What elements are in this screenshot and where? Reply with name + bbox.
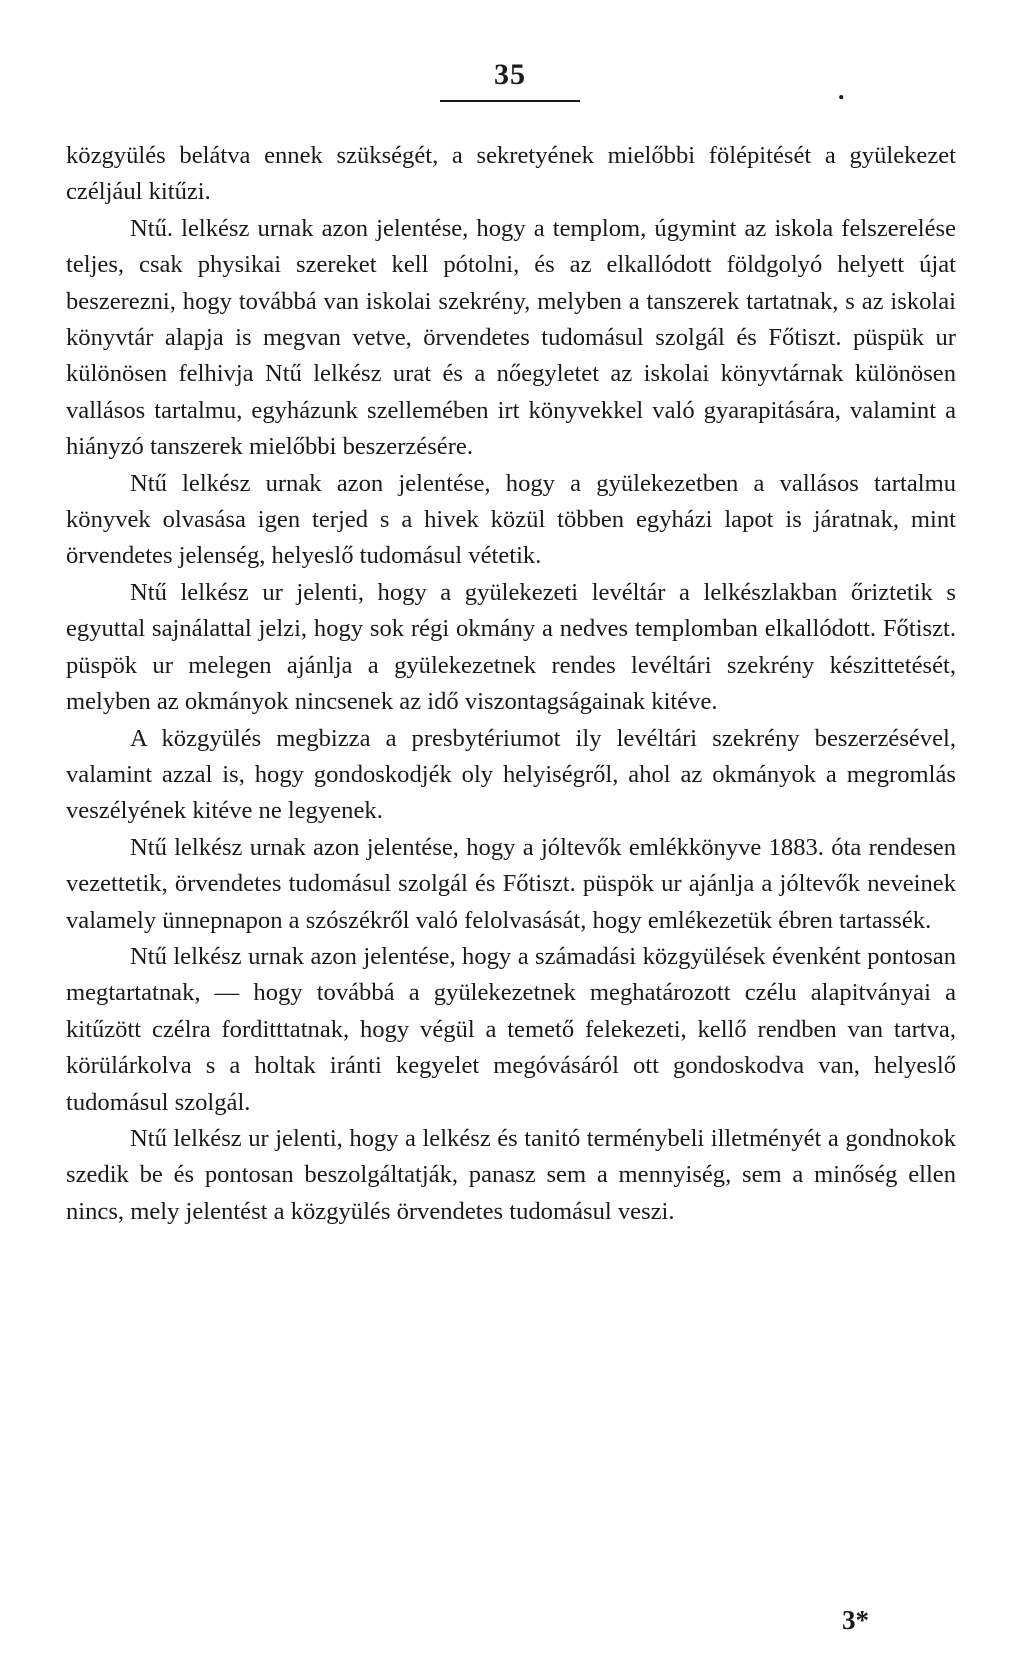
paragraph-archive-cabinet: A közgyülés megbizza a presbytériumot ily levéltári szekrény beszerzésével, valamint azzal is, hogy gondoskodjék oly helyiségről, ahol az okmányok a megromlás veszélyének kitéve ne legyenek. xyxy=(66,724,956,825)
header-rule xyxy=(440,100,580,102)
paragraph-benefactors-book: Ntű lelkész urnak azon jelentése, hogy a jóltevők emlékkönyve 1883. óta rendesen vezettetik, örvendetes tudomásul szolgál és Főtiszt. püspök ur ajánlja a jóltevők neveinek valamely ünnepnapon a szószékről való felolvasását, hogy emlékezetük ébren tartassék. xyxy=(66,833,956,934)
paragraph-continuation: közgyülés belátva ennek szükségét, a sekretyének mielőbbi fölépitését a gyülekezet czéljául kitűzi. xyxy=(66,142,956,206)
paragraph-religious-books: Ntű lelkész urnak azon jelentése, hogy a gyülekezetben a vallásos tartalmu könyvek olvasása igen terjed s a hivek közül többen egyházi lapot is járatnak, mint örvendetes jelenség, helyeslő tudomásul vétetik. xyxy=(66,469,956,570)
paragraph-salary: Ntű lelkész ur jelenti, hogy a lelkész és tanitó terménybeli illetményét a gondnokok szedik be és pontosan beszolgáltatják, panasz sem a mennyiség, sem a minőség ellen nincs, mely jelentést a közgyülés örvendetes tudomásul veszi. xyxy=(66,1124,956,1225)
paragraph-accounting-meetings: Ntű lelkész urnak azon jelentése, hogy a számadási közgyülések évenként pontosan megtartatnak, — hogy továbbá a gyülekezetnek meghatározott czélu alapitványai a kitűzött czélra forditttatnak, hogy végül a temető felekezeti, kellő rendben van tartva, körülárkolva s a holtak iránti kegyelet megóvásáról ott gondoskodva van, helyeslő tudomásul szolgál. xyxy=(66,942,956,1116)
signature-mark: 3* xyxy=(842,1605,869,1635)
paragraph-school-equipment: Ntű. lelkész urnak azon jelentése, hogy a templom, úgymint az iskola felszerelése teljes, csak physikai szereket kell pótolni, és az elkallódott földgolyó helyett újat beszerezni, hogy továbbá van iskolai szekrény, melyben a tanszerek tartatnak, s az iskolai könyvtár alapja is megvan vetve, örvendetes tudomásul szolgál és Főtiszt. püspük ur különösen felhivja Ntű lelkész urat és a nőegyletet az iskolai könyvtárnak különösen vallásos tartalmu, egyházunk szellemében irt könyvekkel való gyarapitására, valamint a hiányzó tanszerek mielőbbi beszerzésére. xyxy=(66,214,956,461)
paragraph-archive: Ntű lelkész ur jelenti, hogy a gyülekezeti levéltár a lelkészlakban őriztetik s egyuttal sajnálattal jelzi, hogy sok régi okmány a nedves templomban elkallódott. Főtiszt. püspök ur melegen ajánlja a gyülekezetnek rendes levéltári szekrény készittetését, melyben az okmányok nincsenek az idő viszontagságainak kitéve. xyxy=(66,578,956,716)
body-text xyxy=(66,138,956,1230)
header-dot: . xyxy=(838,76,845,105)
page-number: 35 xyxy=(494,58,526,91)
